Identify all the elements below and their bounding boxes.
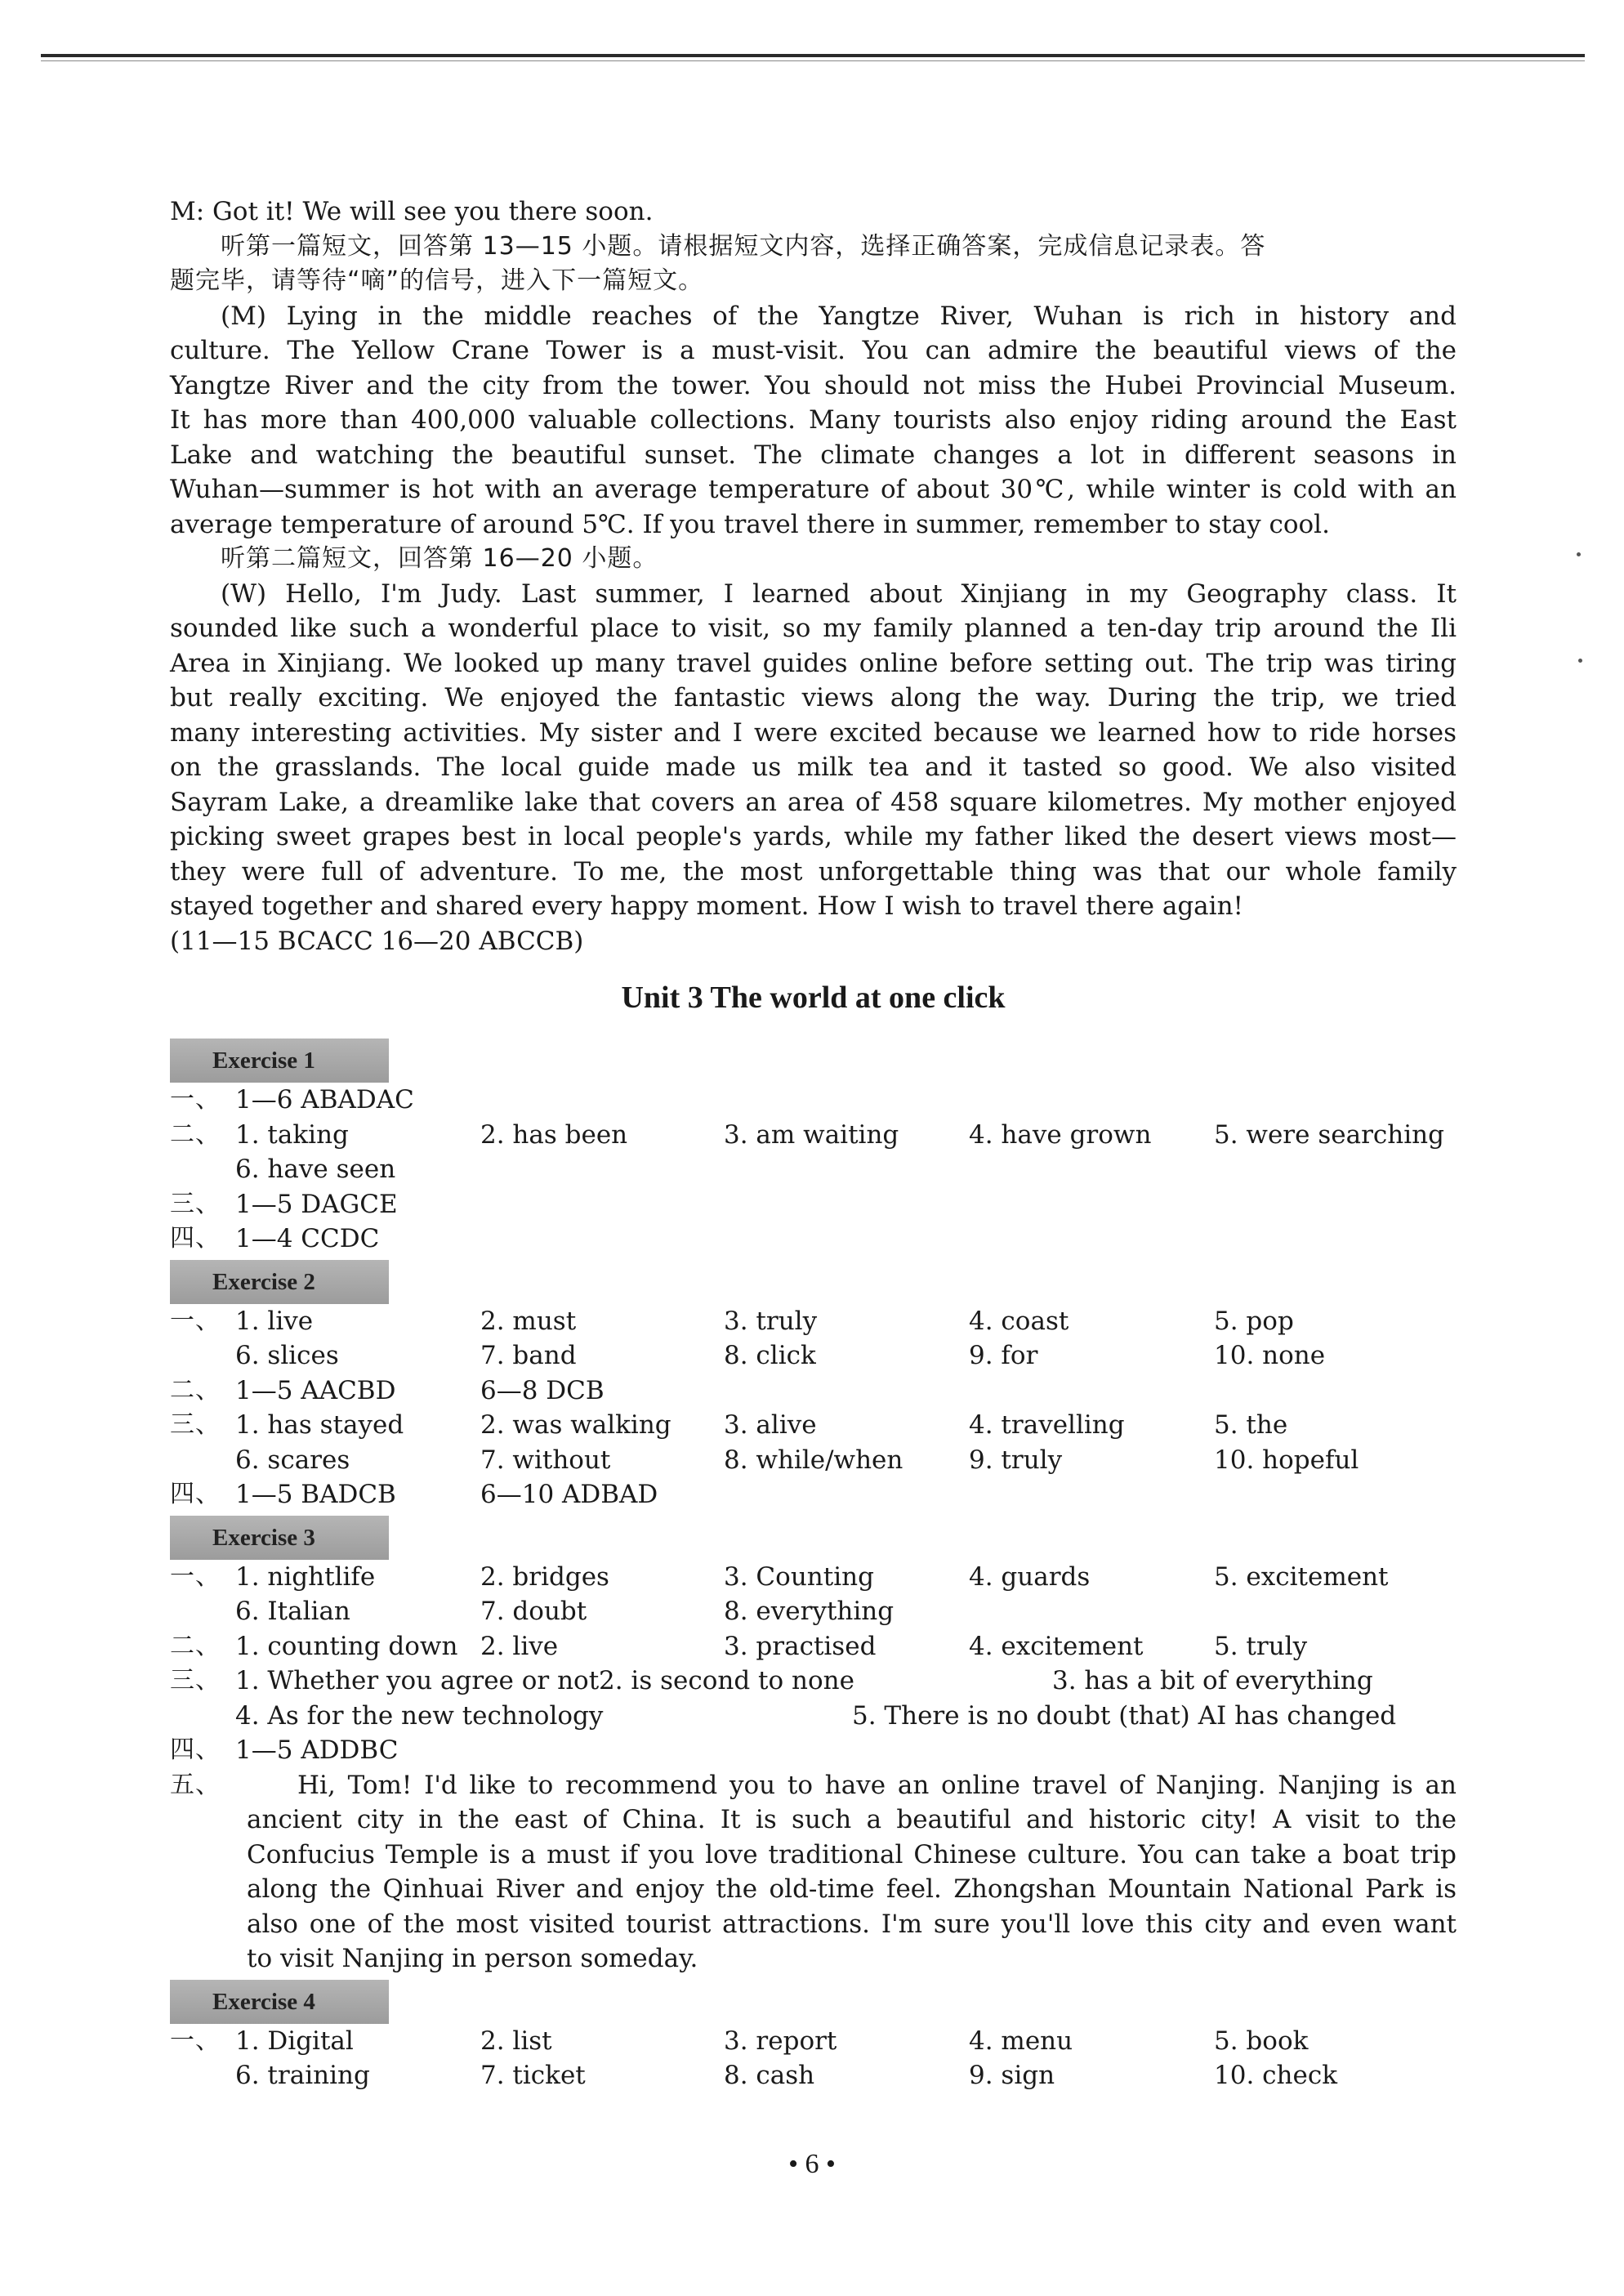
passage-1 (170, 299, 1457, 543)
exercise-label: Exercise 4 (170, 1980, 389, 2024)
answer-item: 1. counting down (235, 1631, 458, 1661)
answer-item: 9. truly (969, 1445, 1063, 1475)
passage-answers: (11—15 BCACC 16—20 ABCCB) (170, 926, 584, 956)
answer-row (170, 2024, 1457, 2059)
essay-line: ancient city in the east of China. It is such a beautiful and historic city! A visit to the (247, 1805, 1457, 1834)
answer-item: 4. excitement (969, 1631, 1144, 1661)
exercise-label: Exercise 1 (170, 1039, 389, 1083)
passage-line: on the grasslands. The local guide made us milk tea and it tasted so good. We also visited (170, 753, 1457, 782)
answer-item: 4. guards (969, 1561, 1091, 1592)
essay-line: also one of the most visited tourist attractions. I'm sure you'll love this city and even want (247, 1909, 1457, 1939)
section-marker: 三、 (170, 1666, 221, 1695)
answer-row (170, 1408, 1457, 1443)
answer-row (170, 1187, 1457, 1222)
answer-item: 1. Digital (235, 2026, 354, 2056)
answer-row (170, 1594, 1457, 1629)
answer-item: 2. has been (480, 1119, 628, 1150)
section-marker: 四、 (170, 1735, 221, 1764)
answer-row (170, 1443, 1457, 1478)
exercise-1 (170, 1035, 1457, 1257)
edge-mark (1578, 659, 1582, 663)
answer-item: 2. was walking (480, 1410, 671, 1440)
answer-item: 6—8 DCB (480, 1375, 605, 1405)
answer-item: 1—5 BADCB (235, 1480, 396, 1509)
exercise-3 (170, 1512, 1457, 1977)
answer-item: 2. live (480, 1631, 559, 1661)
passage-line: It has more than 400,000 valuable collections. Many tourists also enjoy riding around the East (170, 405, 1457, 435)
answer-item: 2. list (480, 2026, 552, 2056)
answer-row (170, 1304, 1457, 1339)
answer-text: 1—5 DAGCE (235, 1189, 398, 1219)
top-border-rule (41, 54, 1585, 57)
passage-line: Area in Xinjiang. We looked up many travel guides online before setting out. The trip was tiring (170, 648, 1457, 678)
essay-line: along the Qinhuai River and enjoy the old-time feel. Zhongshan Mountain National Park is (247, 1874, 1457, 1904)
exercise-label: Exercise 3 (170, 1516, 389, 1560)
answer-item: 5. excitement (1214, 1561, 1389, 1592)
answer-row (170, 1118, 1457, 1153)
answer-row (170, 1699, 1457, 1734)
section-marker: 二、 (170, 1375, 221, 1405)
section-marker: 三、 (170, 1410, 221, 1439)
answer-item: 9. sign (969, 2061, 1055, 2090)
answer-row (170, 1374, 1457, 1409)
passage-line: (M) Lying in the middle reaches of the Yangtze River, Wuhan is rich in history and (221, 301, 1457, 331)
section-marker: 二、 (170, 1631, 221, 1660)
answer-item: 10. hopeful (1214, 1445, 1359, 1475)
essay-line: Confucius Temple is a must if you love traditional Chinese culture. You can take a boat trip (247, 1839, 1457, 1869)
passage-line: average temperature of around 5℃. If you travel there in summer, remember to stay cool. (170, 509, 1330, 539)
passage-line: picking sweet grapes best in local people's yards, while my father liked the desert views most— (170, 822, 1457, 851)
answer-row (170, 1338, 1457, 1374)
answer-item: 1. taking (235, 1119, 349, 1150)
answer-item: 6. training (235, 2061, 370, 2090)
answer-item: 7. without (480, 1445, 611, 1475)
answer-item: 2. must (480, 1306, 577, 1336)
answer-item: 3. alive (724, 1410, 817, 1440)
passage-line: Wuhan—summer is hot with an average temperature of about 30℃, while winter is cold with an (170, 475, 1457, 504)
answer-text: 1—4 CCDC (235, 1224, 380, 1253)
answer-row (170, 1477, 1457, 1512)
passage-line: culture. The Yellow Crane Tower is a must-visit. You can admire the beautiful views of the (170, 336, 1457, 365)
section-marker: 一、 (170, 2026, 221, 2055)
answer-text: 1—6 ABADAC (235, 1085, 414, 1114)
answer-item: 5. were searching (1214, 1119, 1444, 1150)
passage-line: but really exciting. We enjoyed the fantastic views along the way. During the trip, we tried (170, 683, 1457, 712)
answer-item: 4. travelling (969, 1410, 1125, 1440)
answer-row (170, 1152, 1457, 1187)
answer-item: 1. nightlife (235, 1561, 376, 1592)
answer-item: 3. truly (724, 1306, 818, 1336)
passage-line: Yangtze River and the city from the tower. You should not miss the Hubei Provincial Museum. (170, 370, 1457, 400)
intro-line-cn: 听第一篇短文，回答第 13—15 小题。请根据短文内容，选择正确答案，完成信息记录表。答 (221, 231, 1266, 261)
answer-item: 7. doubt (480, 1597, 587, 1626)
passage-line: (W) Hello, I'm Judy. Last summer, I learned about Xinjiang in my Geography class. It (221, 578, 1457, 609)
section-marker: 四、 (170, 1224, 221, 1253)
answer-item: 1—5 AACBD (235, 1375, 396, 1405)
section-marker: 一、 (170, 1085, 221, 1114)
answer-item: 4. have grown (969, 1119, 1152, 1150)
answer-row (170, 1083, 1457, 1118)
answer-text: 1—5 ADDBC (235, 1735, 399, 1765)
page-content (170, 194, 1457, 2093)
answer-item: 7. band (480, 1341, 577, 1370)
exercise-4 (170, 1977, 1457, 2093)
section-marker: 四、 (170, 1480, 221, 1508)
exercise-2 (170, 1257, 1457, 1512)
edge-mark (1577, 552, 1581, 556)
answer-item: 9. for (969, 1341, 1038, 1370)
passage-line: Sayram Lake, a dreamlike lake that covers an area of 458 square kilometres. My mother enjoyed (170, 787, 1457, 817)
section-marker: 二、 (170, 1119, 221, 1149)
answer-item: 1. has stayed (235, 1410, 404, 1440)
answer-item: 6. Italian (235, 1597, 350, 1626)
passage-line: sounded like such a wonderful place to visit, so my family planned a ten-day trip around the Ili (170, 614, 1457, 643)
answer-item: 1. Whether you agree or not (235, 1666, 600, 1695)
answer-item: 5. truly (1214, 1631, 1308, 1661)
section-marker: 五、 (170, 1770, 221, 1799)
answer-item: 1. live (235, 1306, 314, 1336)
page-number: • 6 • (788, 2149, 836, 2179)
answer-item: 5. the (1214, 1410, 1288, 1440)
answer-row (170, 1664, 1457, 1699)
answer-item: 6. scares (235, 1445, 350, 1475)
section-marker: 一、 (170, 1306, 221, 1335)
answer-item: 8. cash (724, 2061, 815, 2090)
top-border-rule-thin (41, 60, 1585, 61)
answer-item: 3. practised (724, 1631, 877, 1661)
answer-item: 3. report (724, 2026, 837, 2056)
section-marker: 一、 (170, 1561, 221, 1591)
answer-item: 3. am waiting (724, 1119, 899, 1150)
answer-item: 8. while/when (724, 1445, 903, 1475)
answer-row (170, 1222, 1457, 1257)
exercise-label: Exercise 2 (170, 1260, 389, 1304)
answer-item: 4. coast (969, 1306, 1069, 1336)
answer-item: 5. book (1214, 2026, 1309, 2056)
passage-2-heading: 听第二篇短文，回答第 16—20 小题。 (221, 544, 658, 573)
essay-line: Hi, Tom! I'd like to recommend you to have an online travel of Nanjing. Nanjing is an (297, 1770, 1457, 1800)
answer-item: 3. has a bit of everything (1052, 1666, 1373, 1695)
essay-line: to visit Nanjing in person someday. (247, 1944, 698, 1973)
passage-line: stayed together and shared every happy moment. How I wish to travel there again! (170, 891, 1244, 921)
answer-item: 5. pop (1214, 1306, 1294, 1336)
passage-line: many interesting activities. My sister and I were excited because we learned how to ride horses (170, 717, 1457, 748)
answer-item: 6. slices (235, 1341, 339, 1370)
answer-item: 6. have seen (235, 1155, 396, 1184)
passage-line: they were full of adventure. To me, the most unforgettable thing was that our whole family (170, 856, 1457, 887)
intro-line: M: Got it! We will see you there soon. (170, 197, 654, 226)
answer-item: 3. Counting (724, 1561, 874, 1592)
answer-row (170, 2058, 1457, 2093)
answer-item: 10. check (1214, 2061, 1337, 2090)
section-marker: 三、 (170, 1189, 221, 1218)
answer-item: 8. everything (724, 1597, 895, 1626)
answer-item: 6—10 ADBAD (480, 1480, 658, 1509)
answer-item: 4. menu (969, 2026, 1073, 2056)
passage-line: Lake and watching the beautiful sunset. The climate changes a lot in different seasons in (170, 440, 1457, 470)
answer-row (170, 1560, 1457, 1595)
answer-row (170, 1629, 1457, 1664)
passage-2 (170, 577, 1457, 924)
answer-item: 2. is second to none (599, 1666, 854, 1695)
essay-block (170, 1768, 1457, 1977)
unit-title: Unit 3 The world at one click (621, 980, 1006, 1015)
intro-line-cn: 题完毕，请等待“嘀”的信号，进入下一篇短文。 (170, 266, 704, 295)
answer-item: 8. click (724, 1341, 816, 1370)
answer-item: 2. bridges (480, 1561, 609, 1592)
answer-item: 7. ticket (480, 2061, 586, 2090)
answer-item: 5. There is no doubt (that) AI has changed (852, 1700, 1397, 1731)
answer-item: 10. none (1214, 1341, 1326, 1370)
answer-row (170, 1733, 1457, 1768)
answer-item: 4. As for the new technology (235, 1700, 604, 1731)
